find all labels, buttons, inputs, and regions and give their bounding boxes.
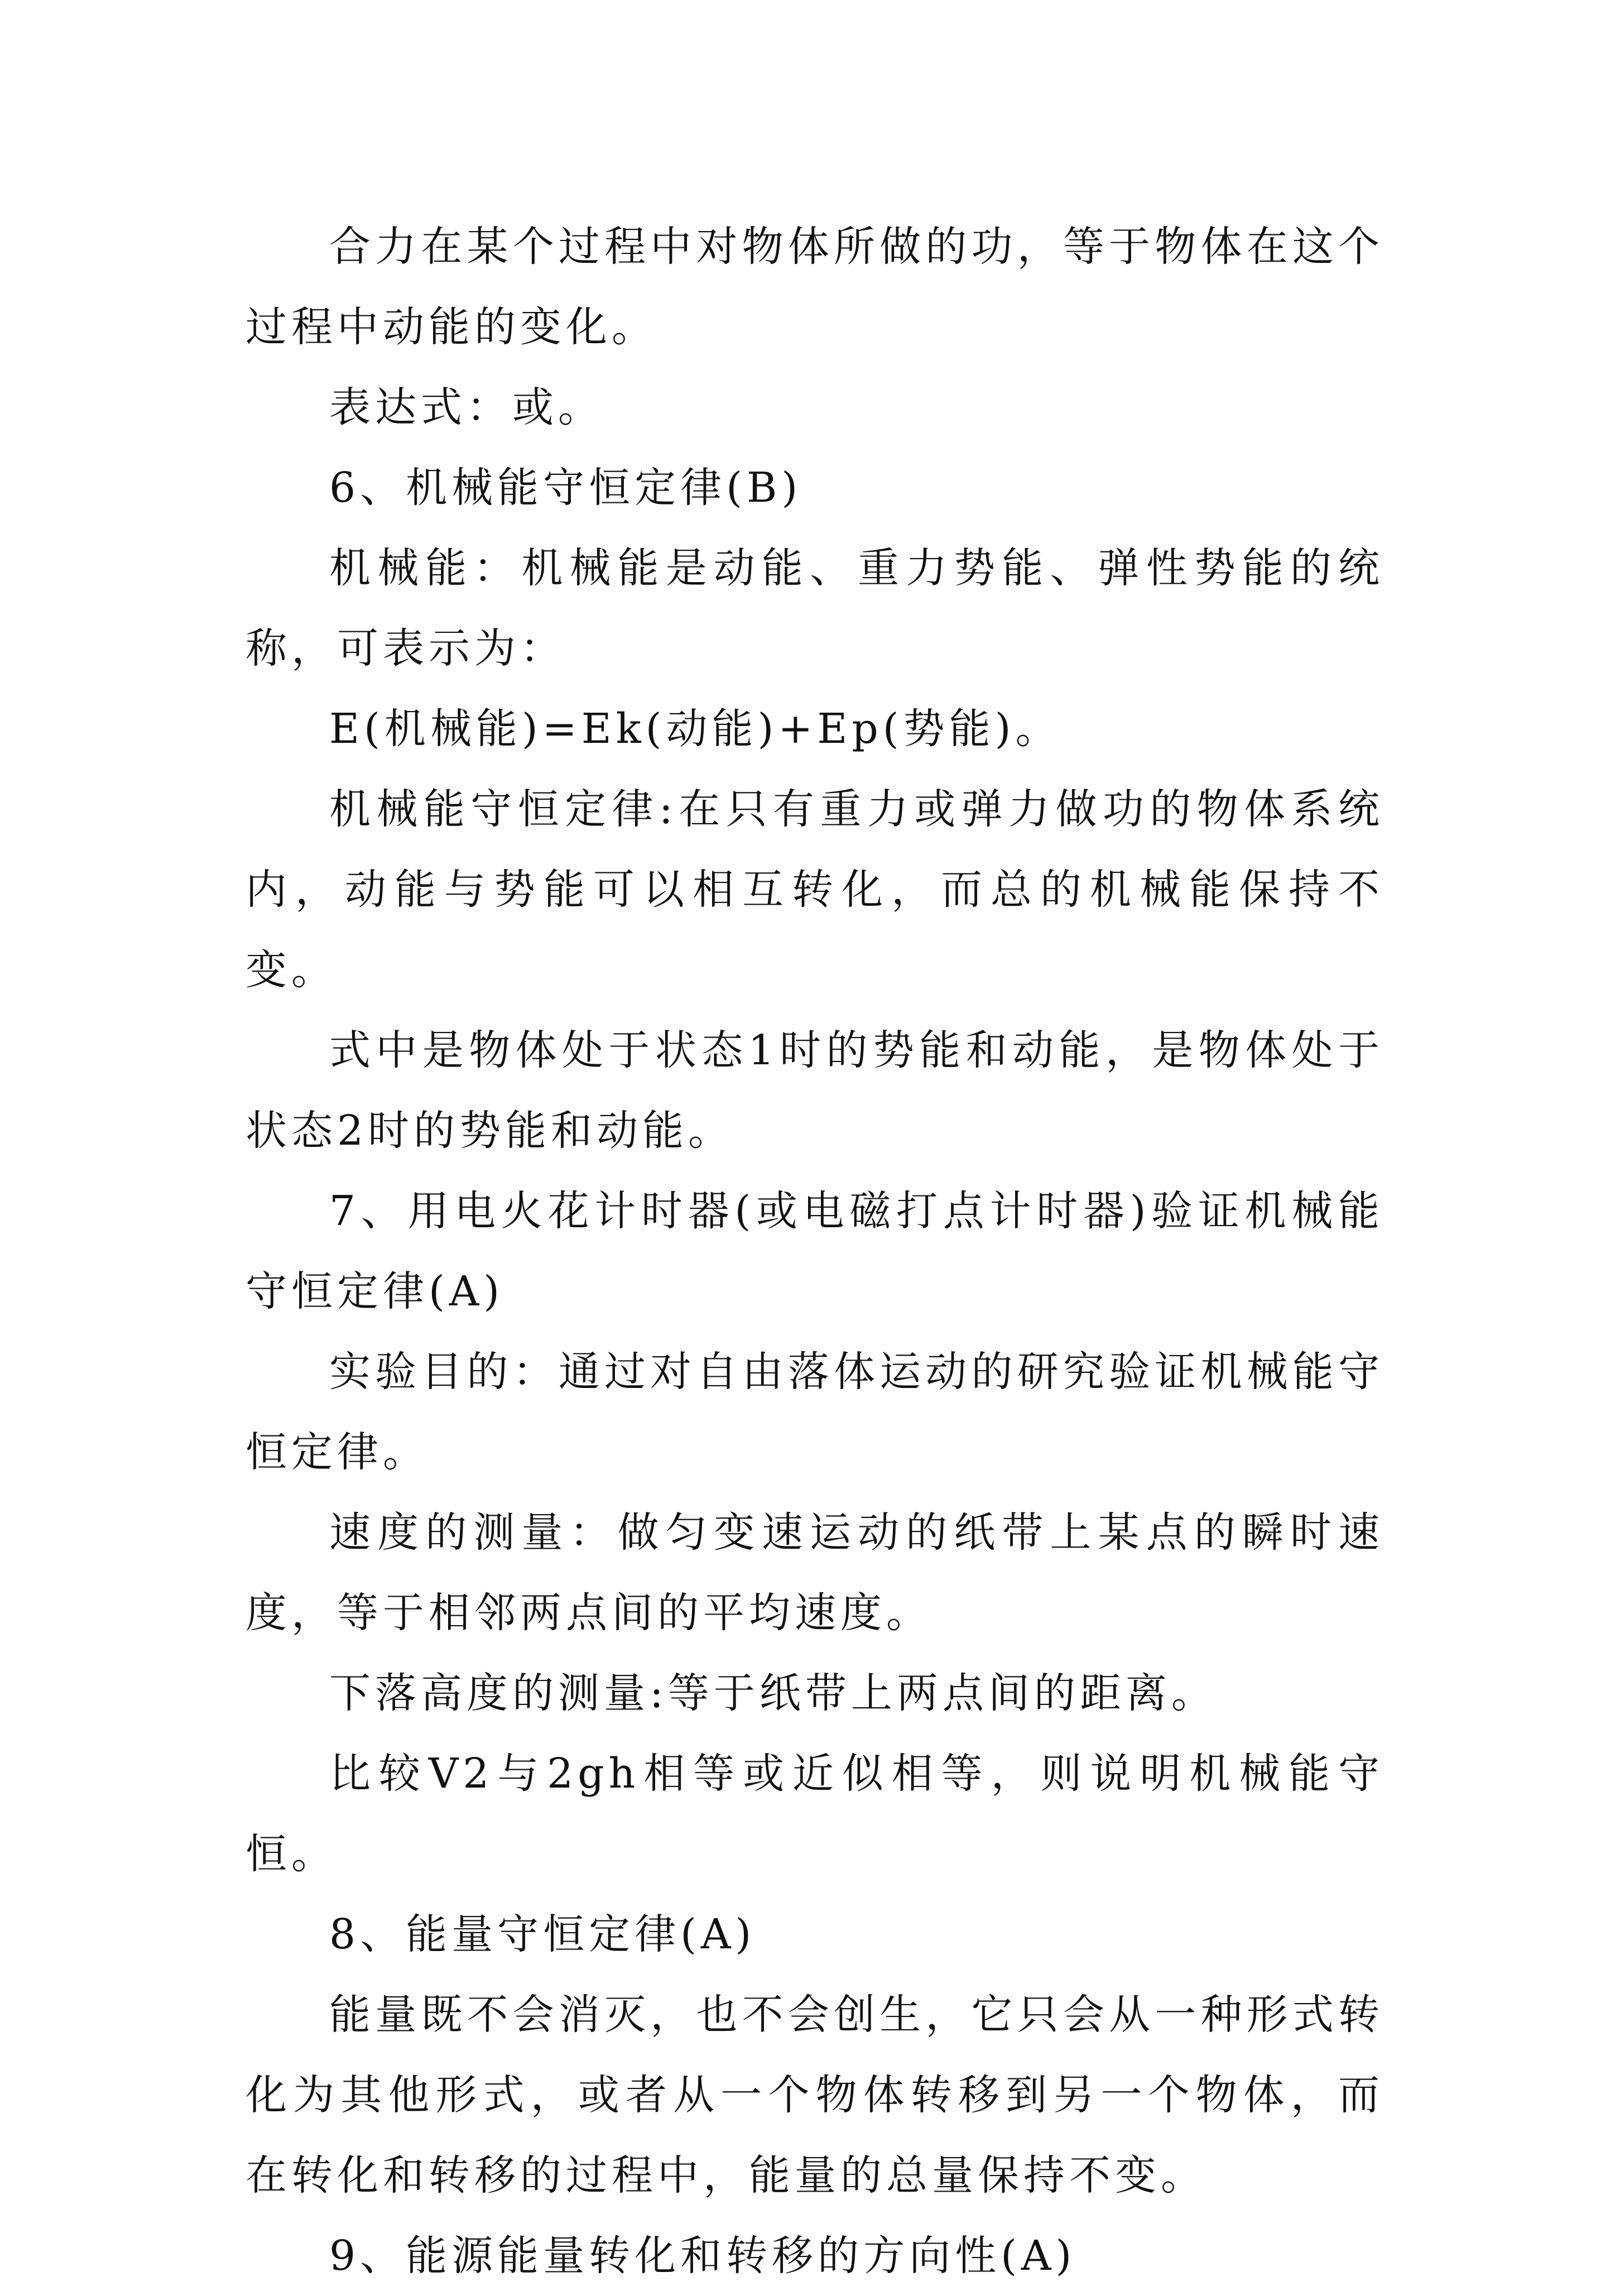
paragraph-height-measurement: 下落高度的测量:等于纸带上两点间的距离。 bbox=[329, 1669, 1217, 1717]
paragraph-expression: 表达式：或。 bbox=[329, 383, 604, 431]
paragraph-conservation-law: 机械能守恒定律:在只有重力或弹力做功的物体系统内，动能与势能可以相互转化，而总的机械能保持不变。 bbox=[246, 785, 1384, 994]
heading-section-9: 9、能源能量转化和转移的方向性(A) bbox=[329, 2232, 1076, 2280]
heading-section-7: 7、用电火花计时器(或电磁打点计时器)验证机械能守恒定律(A) bbox=[246, 1187, 1384, 1315]
paragraph-experiment-purpose: 实验目的：通过对自由落体运动的研究验证机械能守恒定律。 bbox=[246, 1348, 1384, 1476]
paragraph-velocity-measurement: 速度的测量：做匀变速运动的纸带上某点的瞬时速度，等于相邻两点间的平均速度。 bbox=[246, 1509, 1384, 1637]
paragraph-state-description: 式中是物体处于状态1时的势能和动能，是物体处于状态2时的势能和动能。 bbox=[246, 1026, 1384, 1155]
paragraph-mechanical-energy-formula: E(机械能)=Ek(动能)+Ep(势能)。 bbox=[329, 705, 1061, 753]
paragraph-comparison: 比较V2与2gh相等或近似相等，则说明机械能守恒。 bbox=[246, 1750, 1384, 1878]
heading-section-8: 8、能量守恒定律(A) bbox=[329, 1910, 756, 1958]
paragraph-work-energy-theorem: 合力在某个过程中对物体所做的功，等于物体在这个过程中动能的变化。 bbox=[246, 223, 1384, 351]
paragraph-mechanical-energy-definition: 机械能：机械能是动能、重力势能、弹性势能的统称，可表示为： bbox=[246, 544, 1384, 673]
heading-section-6: 6、机械能守恒定律(B) bbox=[329, 464, 802, 512]
document-body bbox=[246, 206, 1384, 2296]
paragraph-energy-conservation: 能量既不会消灭，也不会创生，它只会从一种形式转化为其他形式，或者从一个物体转移到另一个物体，而在转化和转移的过程中，能量的总量保持不变。 bbox=[246, 1991, 1384, 2199]
